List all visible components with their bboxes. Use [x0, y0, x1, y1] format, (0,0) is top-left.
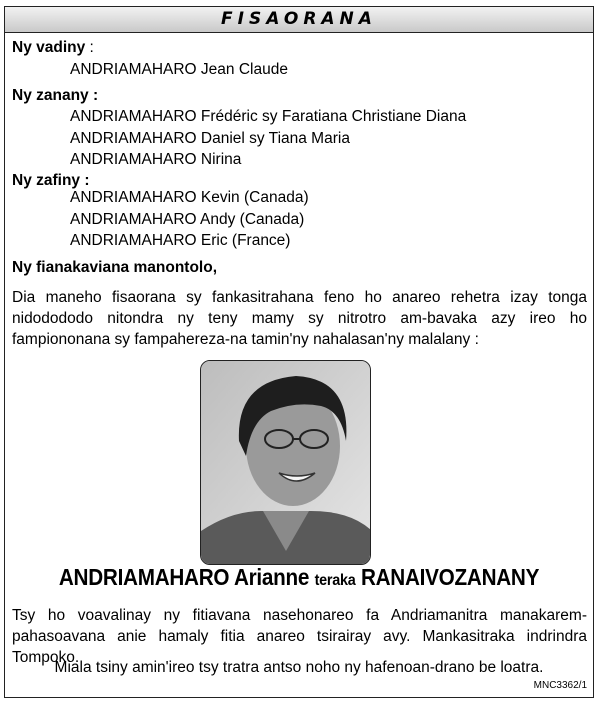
zafiny-name: ANDRIAMAHARO Andy (Canada) [70, 211, 305, 228]
thanks-paragraph: Tsy ho voavalinay ny fitiavana nasehonareo fa Andriamanitra manakarem-pahasoavana anie hamaly fitia anareo tsirairay avy. Mankasitraka indrindra Tompoko. [12, 607, 587, 666]
vadiny-line [12, 38, 94, 58]
zanany-name: ANDRIAMAHARO Frédéric sy Faratiana Christiane Diana [70, 108, 467, 125]
header-title: FISAORANA [221, 9, 377, 29]
closing-line: Miala tsiny amin'ireo tsy tratra antso noho ny hafenoan-drano be loatra. [54, 659, 544, 676]
portrait-photo [200, 360, 371, 565]
vadiny-colon: : [85, 39, 94, 56]
zafiny-name: ANDRIAMAHARO Kevin (Canada) [70, 189, 309, 206]
announcement-frame [4, 6, 594, 698]
deceased-name-part1: ANDRIAMAHARO Arianne [58, 564, 310, 590]
portrait-illustration [201, 361, 371, 565]
deceased-name [34, 564, 563, 591]
zafiny-name: ANDRIAMAHARO Eric (France) [70, 232, 291, 249]
fianakaviana-label: Ny fianakaviana manontolo, [12, 259, 217, 276]
zanany-name: ANDRIAMAHARO Nirina [70, 151, 242, 168]
zanany-label: Ny zanany : [12, 87, 99, 104]
vadiny-name: ANDRIAMAHARO Jean Claude [70, 61, 288, 78]
deceased-connector: teraka [314, 572, 356, 589]
zanany-name: ANDRIAMAHARO Daniel sy Tiana Maria [70, 130, 350, 147]
vadiny-label: Ny vadiny [12, 39, 86, 56]
deceased-name-part2: RANAIVOZANANY [360, 564, 540, 590]
intro-paragraph: Dia maneho fisaorana sy fankasitrahana feno ho anareo rehetra izay tonga nidodododo nitondra ny teny mamy sy nitrotro am-bavaka azy ireo ho fampiononana sy fampahereza-na tamin'ny nahalasan'ny malalany : [12, 289, 587, 348]
zafiny-label: Ny zafiny : [12, 172, 90, 189]
reference-code: MNC3362/1 [533, 680, 587, 691]
header-bar [5, 7, 593, 33]
